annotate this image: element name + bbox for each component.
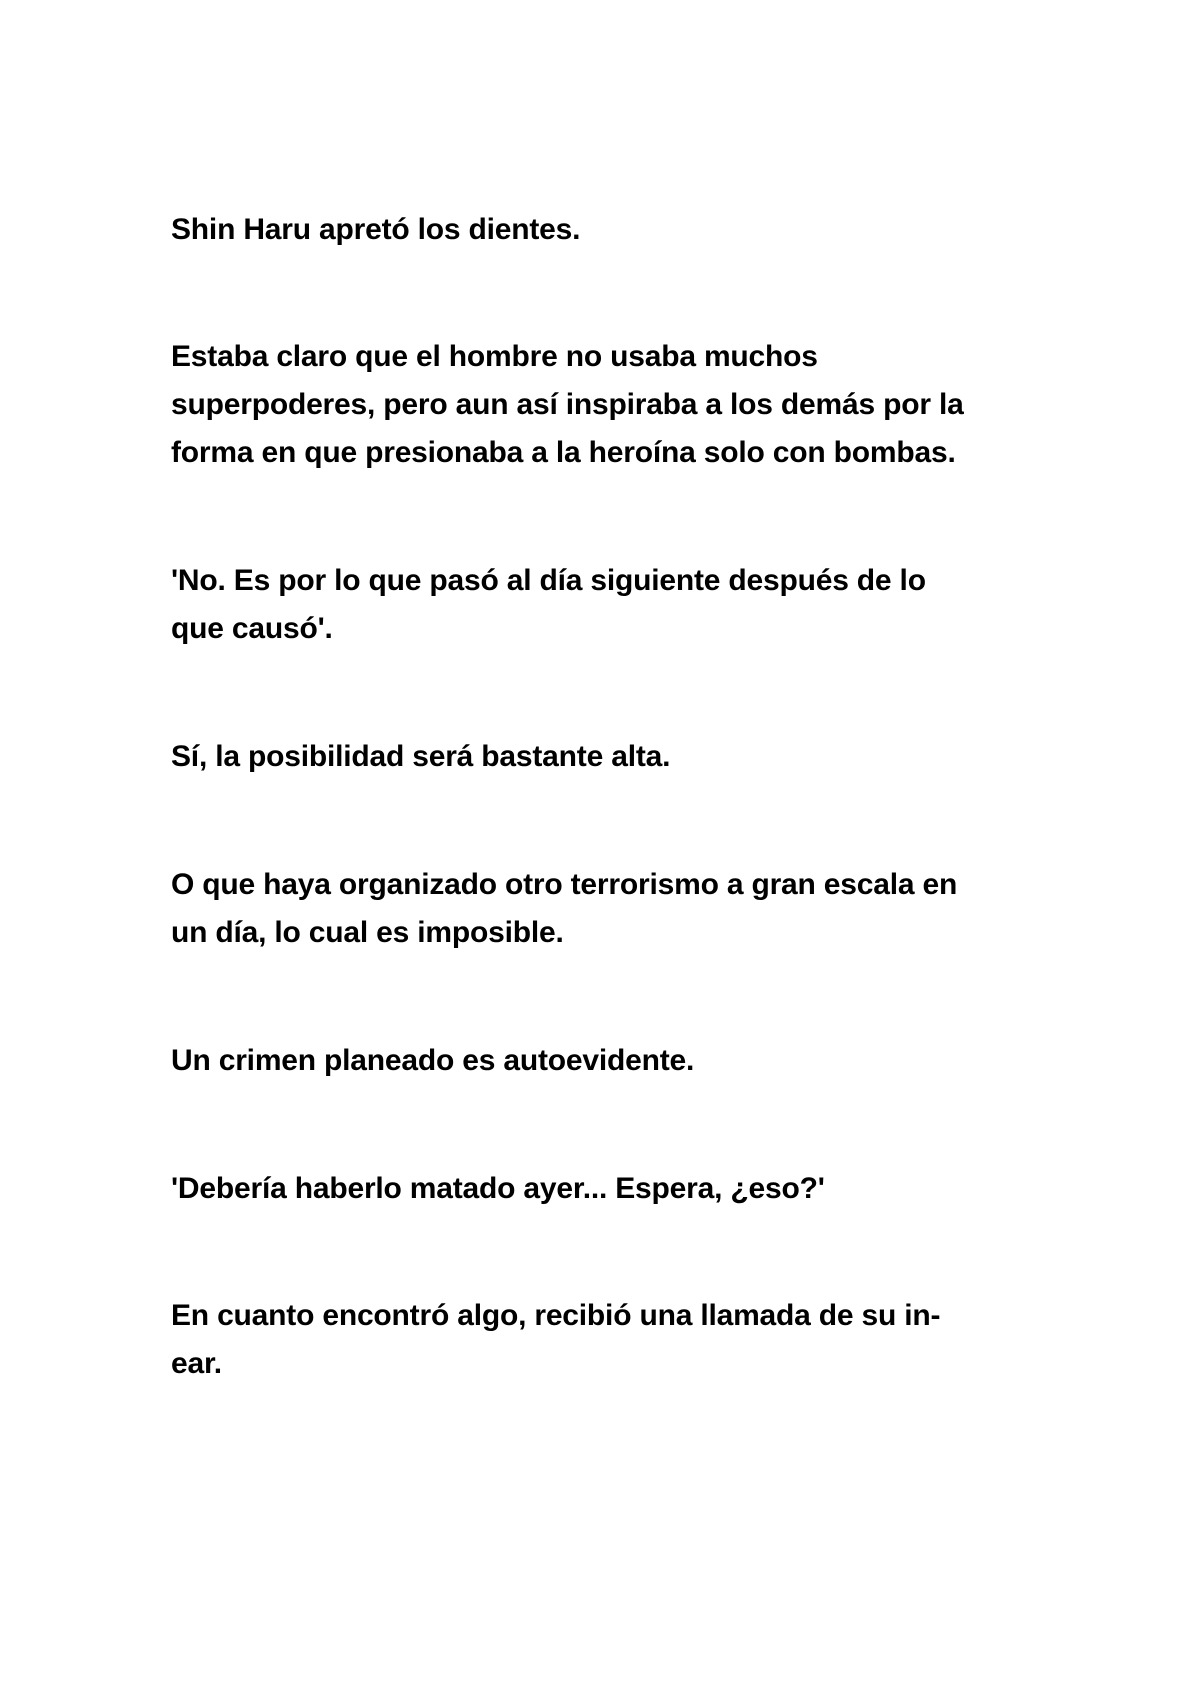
paragraph: O que haya organizado otro terrorismo a gran escala en un día, lo cual es imposible. bbox=[171, 868, 958, 949]
paragraph: En cuanto encontró algo, recibió una llamada de su in- ear. bbox=[171, 1299, 941, 1380]
paragraph: 'No. Es por lo que pasó al día siguiente después de lo que causó'. bbox=[171, 564, 926, 645]
paragraph: 'Debería haberlo matado ayer... Espera, ¿eso?' bbox=[171, 1172, 825, 1205]
paragraph: Shin Haru apretó los dientes. bbox=[171, 213, 581, 246]
paragraph: Sí, la posibilidad será bastante alta. bbox=[171, 740, 671, 773]
paragraph: Un crimen planeado es autoevidente. bbox=[171, 1044, 695, 1077]
paragraph: Estaba claro que el hombre no usaba muchos superpoderes, pero aun así inspiraba a los demás por la forma en que presionaba a la heroína solo con bombas. bbox=[171, 340, 964, 469]
